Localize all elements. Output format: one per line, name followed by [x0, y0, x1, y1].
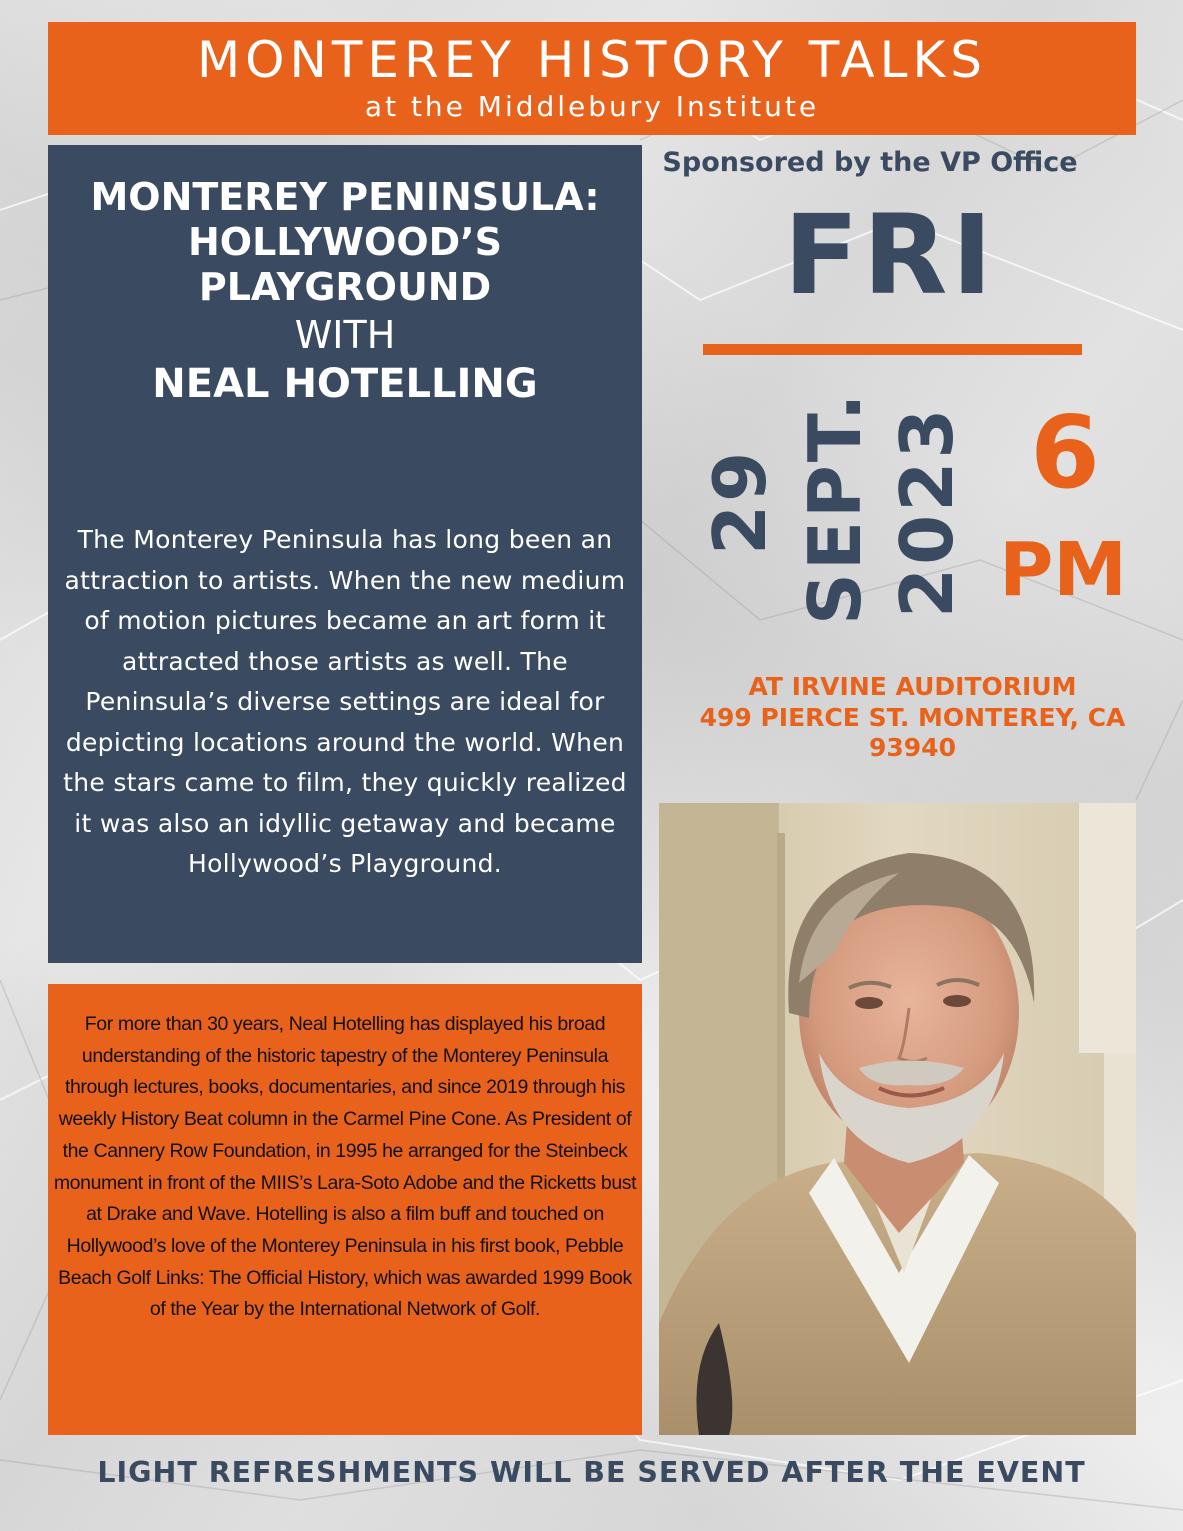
talk-with-label: WITH — [294, 313, 396, 357]
event-time-ampm: PM — [999, 527, 1127, 613]
sponsor-line: Sponsored by the VP Office — [662, 147, 1078, 178]
talk-description: The Monterey Peninsula has long been an attraction to artists. When the new medium of motion pictures became an art form it attracted those artists as well. The Peninsula’s diverse settings are ideal for depicting locations around the world. When the stars came to film, they quickly realized it was also an idyllic getaway and became Hollywood’s Playground. — [63, 525, 627, 878]
refreshments-note: LIGHT REFRESHMENTS WILL BE SERVED AFTER THE EVENT — [97, 1456, 1086, 1489]
speaker-bio-panel — [48, 984, 642, 1435]
talk-title-line: PLAYGROUND — [198, 265, 492, 309]
event-date-day: 29 — [698, 448, 782, 555]
venue-zip: 93940 — [869, 733, 956, 762]
talk-title — [48, 175, 642, 408]
series-subtitle: at the Middlebury Institute — [364, 90, 820, 123]
venue-address: 499 PIERCE ST. MONTEREY, CA — [699, 702, 1126, 732]
talk-title-line: MONTEREY PENINSULA: — [90, 175, 600, 219]
talk-title-line: HOLLYWOOD’S — [187, 220, 502, 264]
event-date-year: 2023 — [885, 405, 969, 618]
event-date-month: SEPT. — [793, 390, 877, 625]
speaker-photo — [659, 803, 1136, 1435]
speaker-name: NEAL HOTELLING — [152, 361, 538, 407]
event-day-of-week: FRI — [783, 191, 997, 319]
talk-info-panel — [48, 145, 642, 963]
event-time-hour: 6 — [1030, 394, 1100, 511]
speaker-bio-text: For more than 30 years, Neal Hotelling has displayed his broad understanding of the historic tapestry of the Monterey Peninsula through lectures, books, documentaries, and since 2019 through his weekly History Beat column in the Carmel Pine Cone. As President of the Cannery Row Foundation, in 1995 he arranged for the Steinbeck monument in front of the MIIS’s Lara-Soto Adobe and the Ricketts bust at Drake and Wave. Hotelling is also a film buff and touched on Hollywood’s love of the Monterey Peninsula in his first book, Pebble Beach Golf Links: The Official History, which was awarded 1999 Book of the Year by the International Network of Golf. — [53, 1013, 637, 1321]
event-venue — [660, 672, 1165, 764]
venue-name: AT IRVINE AUDITORIUM — [748, 672, 1077, 701]
divider-rule — [703, 344, 1082, 355]
series-title: MONTEREY HISTORY TALKS — [196, 31, 987, 89]
header-banner — [48, 22, 1136, 135]
